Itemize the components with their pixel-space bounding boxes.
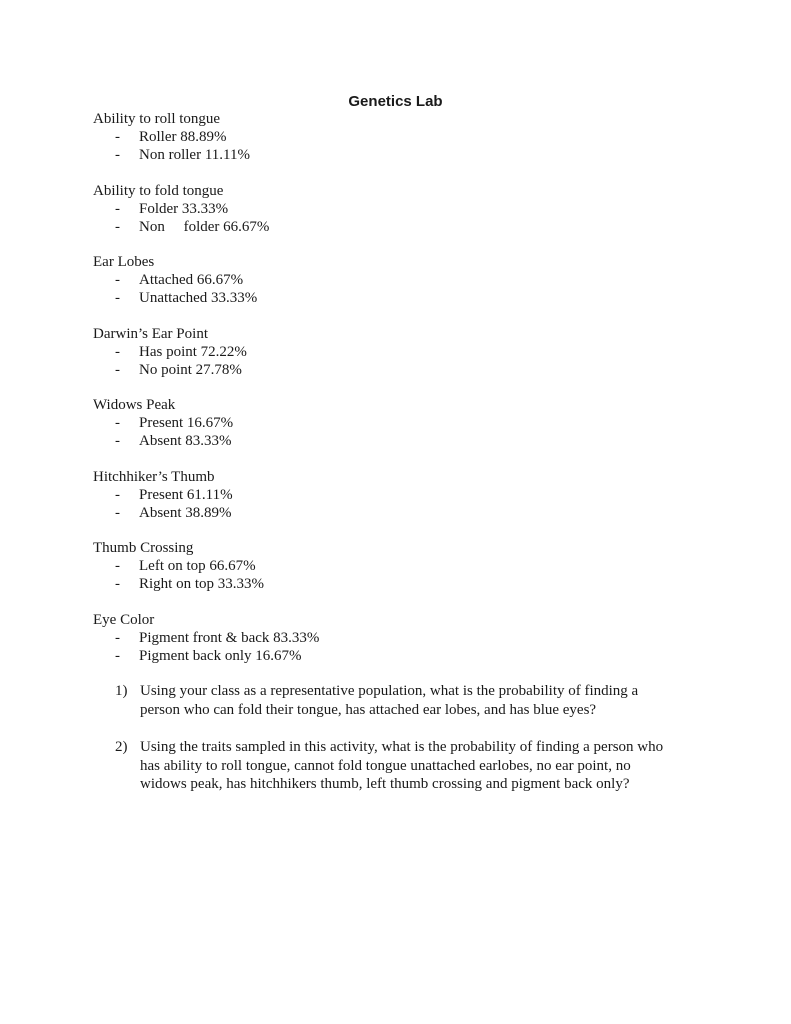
section-heading: Darwin’s Ear Point <box>93 325 208 342</box>
bullet-dash: - <box>115 629 120 646</box>
item-text: Left on top 66.67% <box>139 558 256 574</box>
question-line: has ability to roll tongue, cannot fold tongue unattached earlobes, no ear point, no <box>140 757 631 774</box>
section-heading: Thumb Crossing <box>93 540 194 556</box>
bullet-dash: - <box>115 415 120 431</box>
section-heading: Hitchhiker’s Thumb <box>93 468 215 485</box>
item-text: Folder 33.33% <box>139 200 229 217</box>
list-item <box>93 146 733 164</box>
trait-section <box>93 253 733 307</box>
trait-section <box>93 110 733 164</box>
list-item <box>93 271 733 289</box>
item-text: Non roller 11.11% <box>139 147 250 163</box>
question-2 <box>115 738 715 794</box>
list-item <box>93 504 733 522</box>
section-heading: Ear Lobes <box>93 254 155 270</box>
bullet-dash: - <box>115 361 120 378</box>
bullet-dash: - <box>115 218 120 235</box>
bullet-dash: - <box>115 486 120 503</box>
item-text: Present 61.11% <box>139 486 233 503</box>
list-item <box>93 414 733 432</box>
bullet-dash: - <box>115 129 120 145</box>
bullet-dash: - <box>115 647 120 664</box>
question-number: 2) <box>115 739 128 755</box>
question-line: Using the traits sampled in this activity, what is the probability of finding a person who <box>140 739 664 755</box>
question-line: Using your class as a representative population, what is the probability of finding a <box>140 683 639 699</box>
item-text: Roller 88.89% <box>139 129 227 145</box>
trait-section <box>93 539 733 593</box>
section-heading: Ability to roll tongue <box>93 111 221 127</box>
item-text: Non folder 66.67% <box>139 218 270 235</box>
list-item <box>93 200 733 218</box>
list-item <box>93 361 733 379</box>
item-text: Absent 38.89% <box>139 504 232 521</box>
bullet-dash: - <box>115 576 120 592</box>
item-text: Present 16.67% <box>139 415 234 431</box>
item-text: Pigment back only 16.67% <box>139 647 302 664</box>
bullet-dash: - <box>115 272 120 288</box>
item-text: Attached 66.67% <box>139 272 244 288</box>
item-text: Unattached 33.33% <box>139 290 258 306</box>
list-item <box>93 218 733 236</box>
list-item <box>93 343 733 361</box>
bullet-dash: - <box>115 290 120 306</box>
list-item <box>93 629 733 647</box>
list-item <box>93 486 733 504</box>
question-line: widows peak, has hitchhikers thumb, left thumb crossing and pigment back only? <box>140 776 630 792</box>
trait-sections <box>93 110 733 682</box>
bullet-dash: - <box>115 343 120 360</box>
trait-section <box>93 468 733 522</box>
section-heading: Ability to fold tongue <box>93 182 224 199</box>
bullet-dash: - <box>115 558 120 574</box>
list-item <box>93 647 733 665</box>
section-heading: Eye Color <box>93 611 155 628</box>
page-title: Genetics Lab <box>348 93 443 110</box>
bullet-dash: - <box>115 147 120 163</box>
list-item <box>93 432 733 450</box>
trait-section <box>93 396 733 450</box>
bullet-dash: - <box>115 200 120 217</box>
item-text: Right on top 33.33% <box>139 576 265 592</box>
bullet-dash: - <box>115 504 120 521</box>
item-text: No point 27.78% <box>139 361 242 378</box>
list-item <box>93 575 733 593</box>
item-text: Absent 83.33% <box>139 433 232 449</box>
trait-section <box>93 611 733 665</box>
question-list <box>115 682 715 813</box>
trait-section <box>93 325 733 379</box>
bullet-dash: - <box>115 433 120 449</box>
item-text: Pigment front & back 83.33% <box>139 629 320 646</box>
section-heading: Widows Peak <box>93 397 176 413</box>
question-1 <box>115 682 715 719</box>
list-item <box>93 289 733 307</box>
list-item <box>93 128 733 146</box>
trait-section <box>93 182 733 236</box>
question-number: 1) <box>115 683 128 699</box>
item-text: Has point 72.22% <box>139 343 247 360</box>
question-line: person who can fold their tongue, has attached ear lobes, and has blue eyes? <box>140 701 597 718</box>
list-item <box>93 557 733 575</box>
